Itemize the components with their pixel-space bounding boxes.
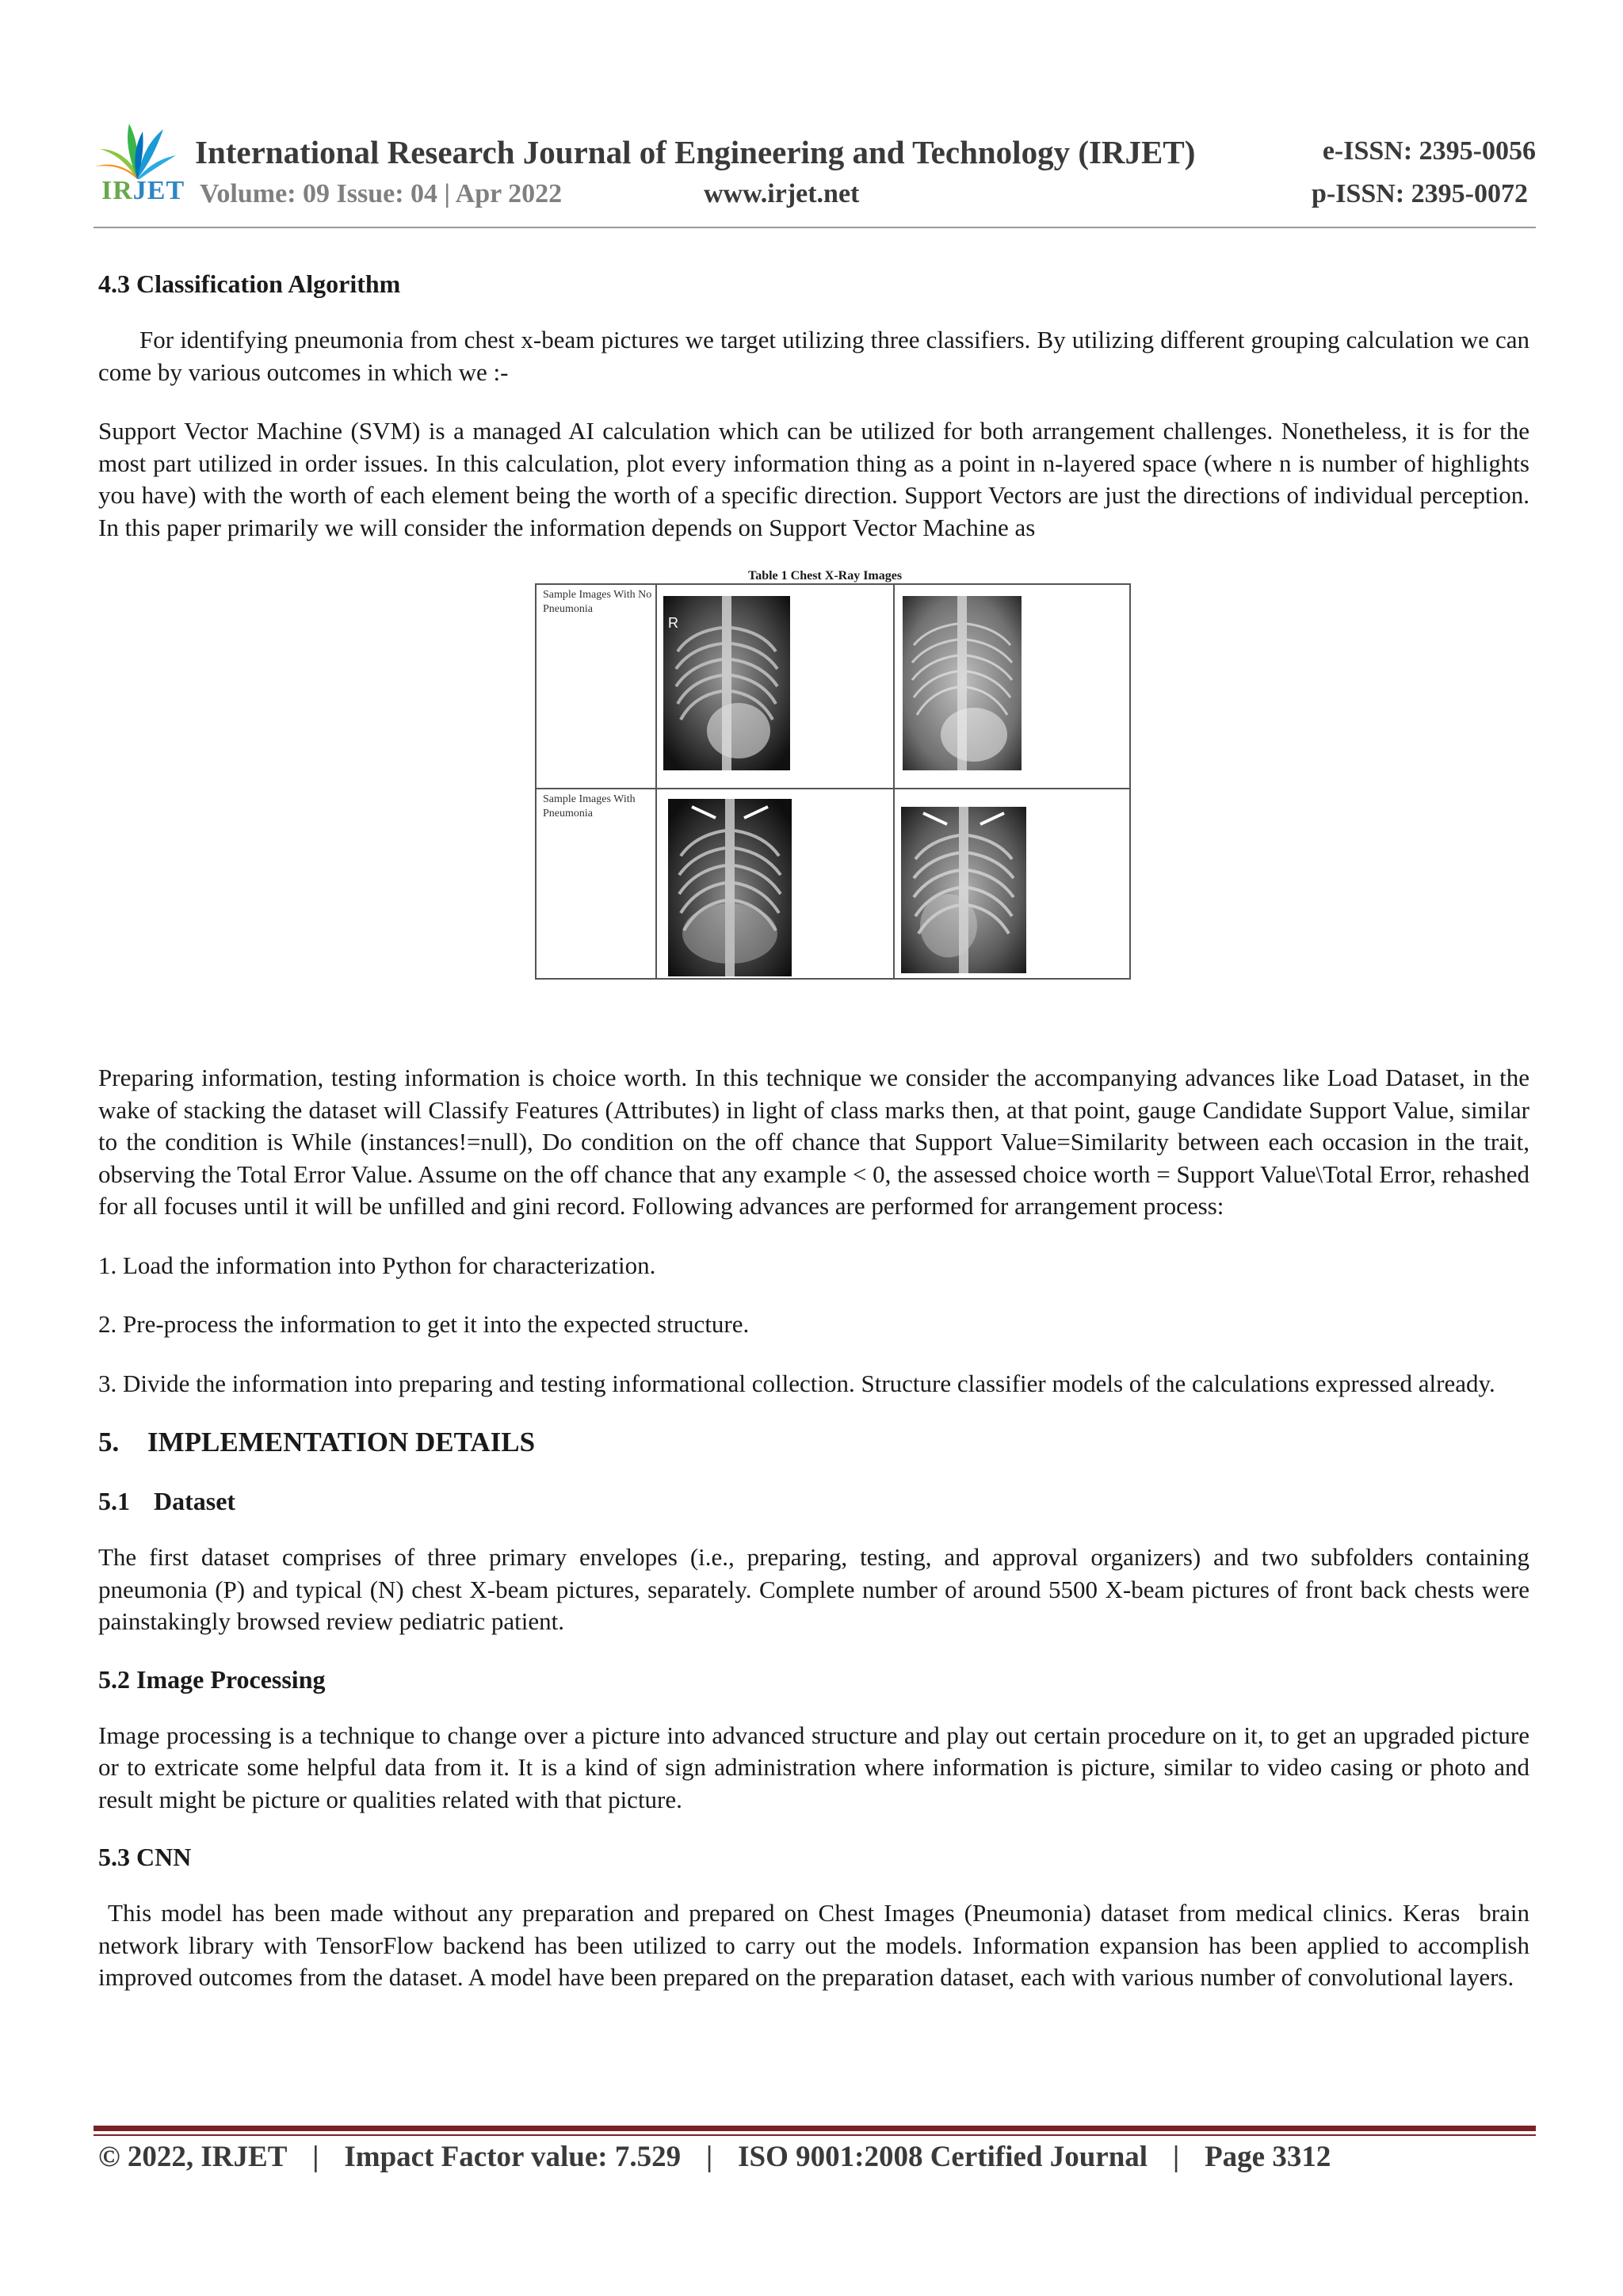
journal-website-link[interactable]: www.irjet.net: [704, 179, 860, 208]
eissn: e-ISSN: 2395-0056: [1322, 136, 1536, 166]
footer-divider: [94, 2126, 1536, 2131]
footer-separator: |: [706, 2141, 713, 2173]
xray-image-normal-1: [663, 596, 790, 770]
section-heading-4-3: 4.3 Classification Algorithm: [98, 269, 401, 298]
footer-page-number: Page 3312: [1205, 2141, 1331, 2173]
logo-text-jet: JET: [132, 176, 185, 205]
list-item: 3. Divide the information into preparing and testing informational collection. Structure classifier models of the calculations expressed already.: [98, 1369, 1495, 1397]
row-label-no-pneumonia: Sample Images With No Pneumonia: [543, 589, 652, 615]
subsection-title: Dataset: [154, 1487, 236, 1515]
paragraph: The first dataset comprises of three primary envelopes (i.e., preparing, testing, and approval organizers) and two subfolders containing pneumonia (P) and typical (N) chest X-beam pictures, separately. Complete number of around 5500 X-beam pictures of front back chests were painstakingly browsed review pediatric patient.: [98, 1543, 1529, 1635]
paragraph: Image processing is a technique to change over a picture into advanced structure and play out certain procedure on it, to get an upgraded picture or to extricate some helpful data from it. It is a kind of sign administration where information is picture, similar to video casing or photo and result might be picture or qualities related with that picture.: [98, 1721, 1529, 1813]
leaf-icon: [94, 117, 181, 181]
paragraph: This model has been made without any preparation and prepared on Chest Images (Pneumonia) dataset from medical clinics. Keras brain network library with TensorFlow backend has been utilized to carry out the models. Information expansion has been applied to accomplish improved outcomes from the dataset. A model have been prepared on the preparation dataset, each with various number of convolutional layers.: [98, 1899, 1536, 1991]
footer-iso: ISO 9001:2008 Certified Journal: [738, 2141, 1148, 2173]
xray-image-normal-2: [903, 596, 1022, 770]
figure-caption: Table 1 Chest X-Ray Images: [748, 569, 903, 583]
subsection-heading-5-3: 5.3 CNN: [98, 1843, 192, 1871]
svg-text:R: R: [668, 615, 678, 631]
xray-image-table: [535, 583, 1131, 980]
xray-image-pneumonia-2: [901, 807, 1026, 973]
list-item: 2. Pre-process the information to get it into the expected structure.: [98, 1310, 750, 1338]
journal-title: International Research Journal of Engineering and Technology (IRJET): [195, 134, 1196, 170]
page-footer: [98, 2140, 1331, 2174]
section-heading-5: [98, 1427, 1529, 1458]
paragraph: Support Vector Machine (SVM) is a managed AI calculation which can be utilized for both arrangement challenges. Nonetheless, it is for the most part utilized in order issues. In this calculation, plot every information thing as a point in n-layered space (where n is number of highlights you have) with the worth of each element being the worth of a specific direction. Support Vectors are just the directions of individual perception. In this paper primarily we will consider the information depends on Support Vector Machine as: [98, 417, 1529, 541]
subsection-heading-5-2: 5.2 Image Processing: [98, 1664, 326, 1694]
irjet-logo: [94, 117, 185, 212]
footer-impact-factor: Impact Factor value: 7.529: [344, 2141, 682, 2173]
header-divider: [94, 227, 1536, 228]
section-title: IMPLEMENTATION DETAILS: [147, 1427, 536, 1457]
row-label-pneumonia: Sample Images With Pneumonia: [543, 793, 636, 819]
chest-xray-figure: [98, 571, 1529, 1030]
paragraph: Preparing information, testing information is choice worth. In this technique we consider the accompanying advances like Load Dataset, in the wake of stacking the dataset will Classify Features (Attributes) in light of class marks then, at that point, gauge Candidate Support Value, similar to the condition is While (instances!=null), Do condition on the off chance that Support Value=Similarity between each occasion in the trait, observing the Total Error Value. Assume on the off chance that any example < 0, the assessed choice worth = Support Value\Total Error, rehashed for all focuses until it will be unfilled and gini record. Following advances are performed for arrangement process:: [98, 1064, 1529, 1220]
paragraph: For identifying pneumonia from chest x-beam pictures we target utilizing three classifiers. By utilizing different grouping calculation we can come by various outcomes in which we :-: [98, 326, 1529, 386]
logo-text-ir: IR: [101, 176, 133, 205]
pissn: p-ISSN: 2395-0072: [1312, 179, 1528, 208]
xray-image-pneumonia-1: [668, 799, 792, 976]
list-item: 1. Load the information into Python for characterization.: [98, 1251, 656, 1279]
subsection-number: 5.1: [98, 1487, 130, 1515]
footer-separator: |: [1173, 2141, 1180, 2173]
footer-separator: |: [312, 2141, 319, 2173]
section-number: 5.: [98, 1427, 120, 1457]
subsection-heading-5-1: [98, 1487, 1529, 1516]
page-header: [94, 117, 1536, 228]
footer-divider-thin: [94, 2134, 1536, 2136]
volume-issue: Volume: 09 Issue: 04 | Apr 2022: [200, 179, 563, 208]
footer-copyright: © 2022, IRJET: [98, 2141, 288, 2173]
page-content: [98, 269, 1536, 2021]
